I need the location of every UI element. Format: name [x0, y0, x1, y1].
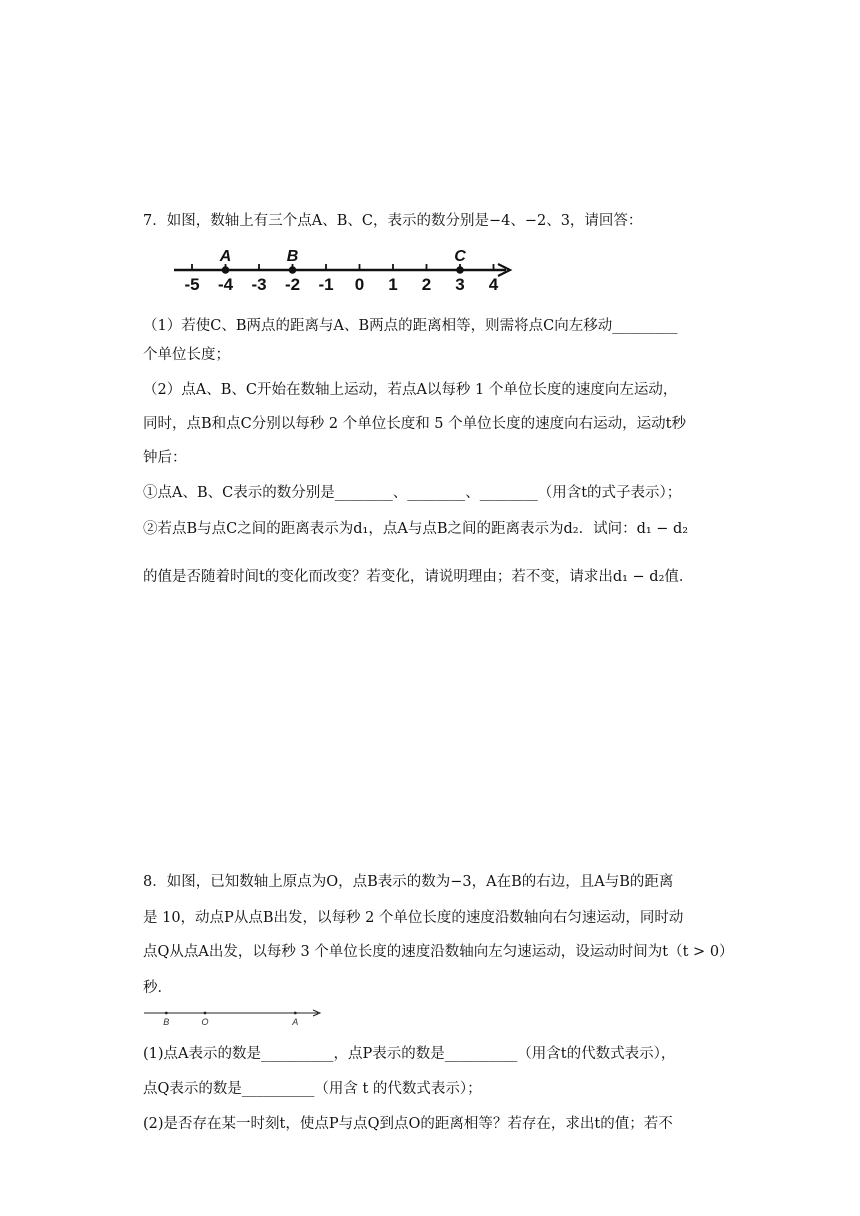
tick-label: 0 — [354, 275, 365, 294]
q8-part1-line1: (1)点A表示的数是__________，点P表示的数是__________（用含t的代数式表示）， — [143, 1046, 676, 1062]
tick-label: 1 — [388, 275, 398, 294]
point-label-b: B — [286, 248, 299, 265]
q8-stem-line4: 秒． — [143, 980, 172, 996]
q7-part1-line2: 个单位长度； — [143, 347, 230, 363]
q7-sub1: ①点A、B、C表示的数分别是________、________、________（用含t的式子表示）； — [143, 485, 682, 501]
point-label-o: O — [201, 1017, 209, 1027]
q8-number-line — [142, 1003, 332, 1035]
point-dot-b — [165, 1012, 168, 1015]
tick-label: -2 — [284, 275, 301, 294]
q7-stem: 7．如图，数轴上有三个点A、B、C，表示的数分别是−4、−2、3，请回答： — [143, 213, 643, 229]
q8-stem-line2: 是 10，动点P从点B出发，以每秒 2 个单位长度的速度沿数轴向右匀速运动，同时动 — [143, 910, 684, 926]
tick-label: -3 — [251, 275, 267, 294]
tick-label: 4 — [488, 275, 499, 294]
q8-part1-line2: 点Q表示的数是__________（用含 t 的代数式表示）； — [143, 1081, 482, 1097]
point-dot-o — [204, 1012, 207, 1015]
point-dot-b — [289, 266, 297, 274]
point-label-a: A — [292, 1017, 299, 1027]
tick-label: 3 — [455, 275, 465, 294]
tick-label: 2 — [421, 275, 432, 294]
tick-label: -5 — [184, 275, 200, 294]
q7-sub2-line1: ②若点B与点C之间的距离表示为d₁，点A与点B之间的距离表示为d₂．试问：d₁ − d₂ — [143, 521, 689, 537]
q8-stem-line1: 8．如图，已知数轴上原点为O，点B表示的数为−3，A在B的右边，且A与B的距离 — [143, 874, 674, 890]
q7-sub2-line2: 的值是否随着时间t的变化而改变？若变化，请说明理由；若不变，请求出d₁ − d₂值． — [143, 569, 694, 585]
q7-part1-line1: （1）若使C、B两点的距离与A、B两点的距离相等，则需将点C向左移动_________ — [143, 318, 678, 334]
point-label-a: A — [219, 248, 232, 265]
point-dot-a — [294, 1012, 297, 1015]
q7-number-line — [170, 243, 520, 299]
tick-label: -4 — [217, 275, 234, 294]
q8-number-line-svg — [142, 1003, 332, 1031]
point-label-c: C — [454, 248, 466, 265]
point-dot-a — [222, 266, 230, 274]
q7-number-line-svg — [170, 243, 520, 295]
q8-stem-line3: 点Q从点A出发，以每秒 3 个单位长度的速度沿数轴向左匀速运动，设运动时间为t（t > 0） — [143, 944, 734, 960]
q7-part2-line3: 钟后： — [143, 450, 187, 466]
q7-part2-line2: 同时，点B和点C分别以每秒 2 个单位长度和 5 个单位长度的速度向右运动，运动t秒 — [143, 416, 686, 432]
point-dot-c — [456, 266, 464, 274]
point-label-b: B — [163, 1017, 170, 1027]
tick-label: -1 — [318, 275, 334, 294]
q8-part2-line1: (2)是否存在某一时刻t，使点P与点Q到点O的距离相等？若存在，求出t的值；若不 — [143, 1116, 673, 1132]
q7-part2-line1: （2）点A、B、C开始在数轴上运动，若点A以每秒 1 个单位长度的速度向左运动， — [143, 382, 678, 398]
